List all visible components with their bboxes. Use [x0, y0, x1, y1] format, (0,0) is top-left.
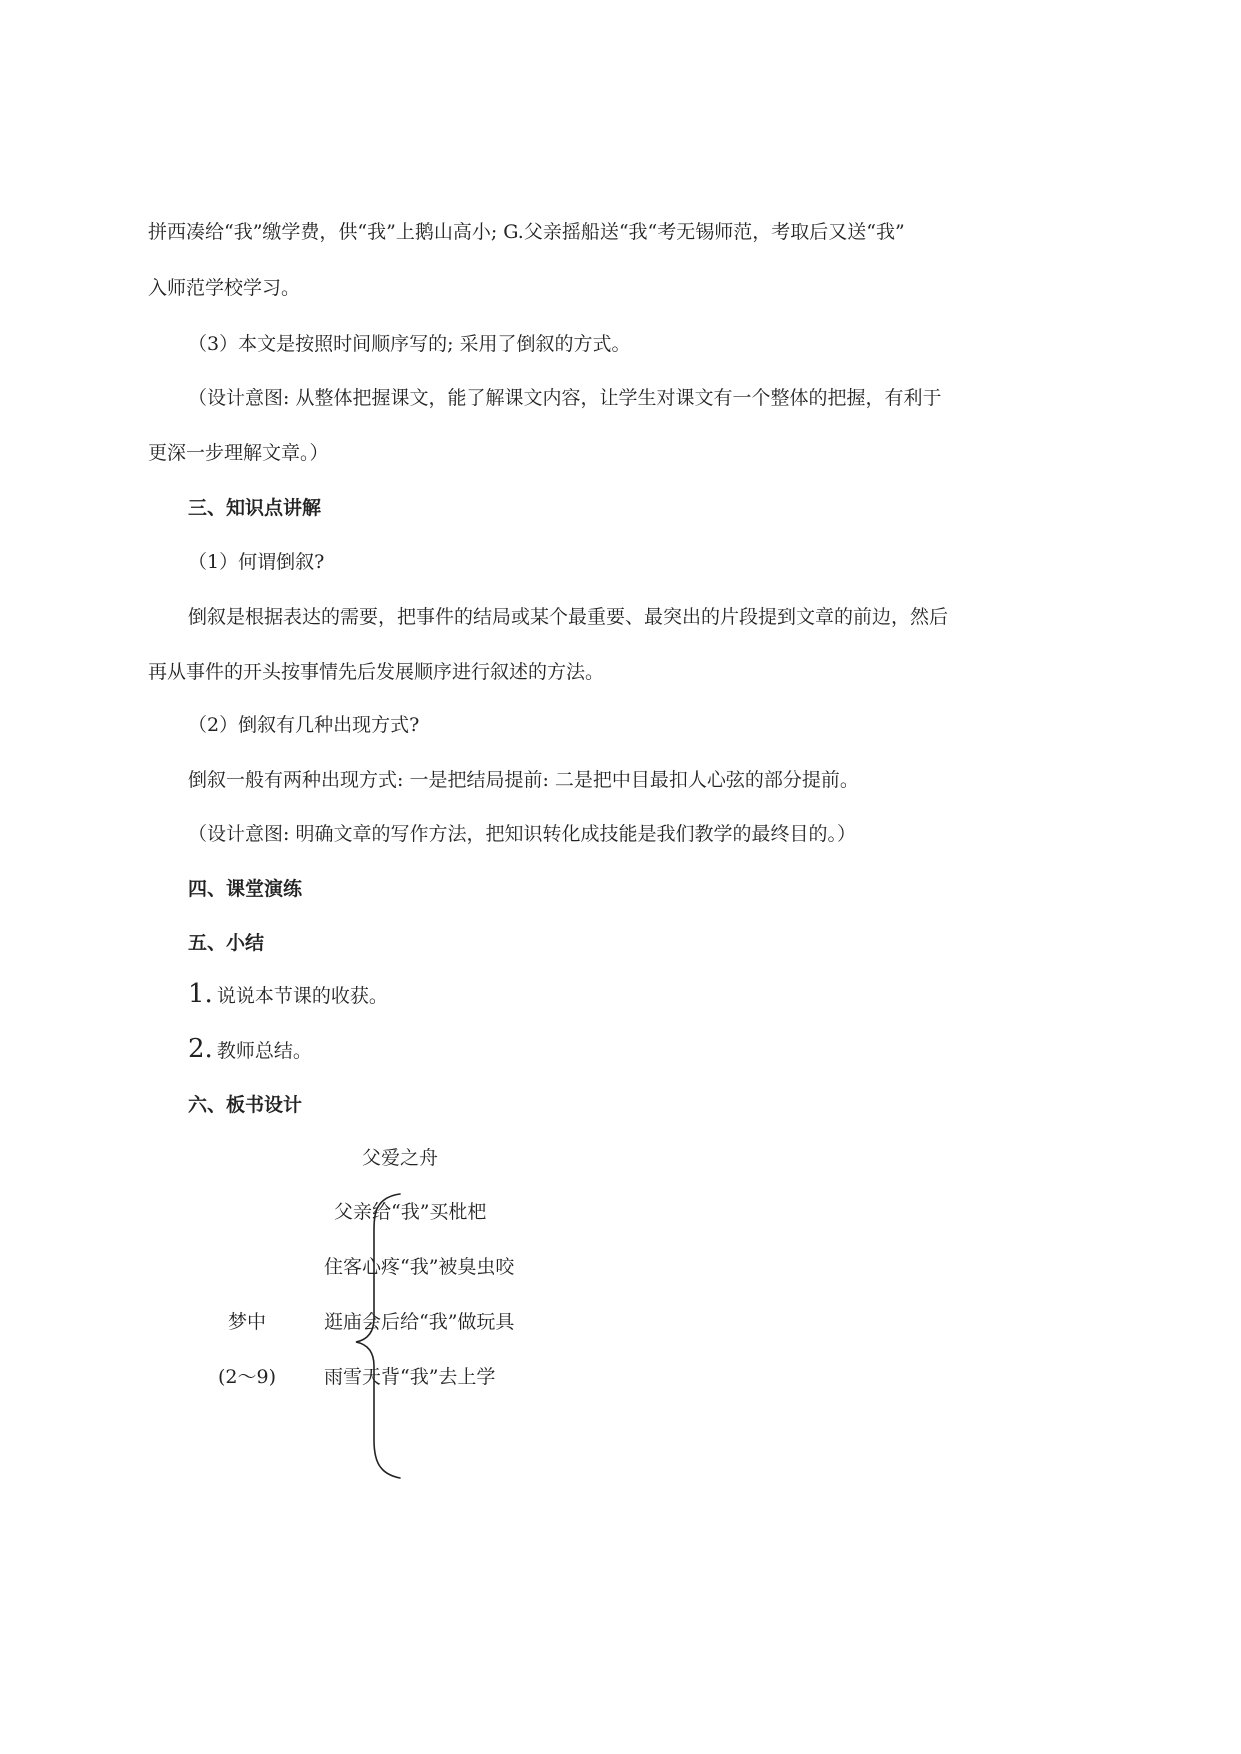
section-heading: 三、知识点讲解	[188, 497, 322, 519]
board-left-range: (2～9)	[218, 1366, 277, 1388]
section-heading: 六、板书设计	[188, 1094, 303, 1116]
summary-item-text: 说说本节课的收获。	[216, 985, 388, 1007]
summary-item-text: 教师总结。	[216, 1040, 312, 1062]
board-title: 父爱之舟	[362, 1147, 439, 1169]
design-intent-line: （设计意图: 明确文章的写作方法，把知识转化成技能是我们教学的最终目的。）	[188, 823, 856, 845]
board-left-label: 梦中	[228, 1311, 267, 1333]
summary-item-number: 2.	[188, 1034, 213, 1064]
paragraph-line: 倒叙是根据表达的需要，把事件的结局或某个最重要、最突出的片段提到文章的前边，然后	[188, 606, 949, 628]
summary-item	[188, 979, 388, 1009]
paragraph-line: 再从事件的开头按事情先后发展顺序进行叙述的方法。	[148, 661, 605, 683]
paragraph-line: 拼西凑给“我”缴学费，供“我”上鹅山高小; G.父亲摇船送“我“考无锡师范，考取后又送“我”	[148, 221, 905, 243]
question: （1）何谓倒叙?	[188, 551, 325, 573]
paragraph-line: 倒叙一般有两种出现方式: 一是把结局提前: 二是把中目最扣人心弦的部分提前。	[188, 769, 859, 791]
board-item: 父亲给“我”买枇杷	[334, 1201, 487, 1223]
paragraph-line: 入师范学校学习。	[148, 277, 301, 299]
summary-item-number: 1.	[188, 979, 213, 1009]
design-intent-line: （设计意图: 从整体把握课文，能了解课文内容，让学生对课文有一个整体的把握，有利于	[188, 387, 942, 409]
board-item: 雨雪天背“我”去上学	[324, 1366, 496, 1388]
board-item: 逛庙会后给“我”做玩具	[324, 1311, 515, 1333]
question: （2）倒叙有几种出现方式?	[188, 714, 420, 736]
paragraph-line: （3）本文是按照时间顺序写的; 采用了倒叙的方式。	[188, 333, 631, 355]
section-heading: 五、小结	[188, 932, 265, 954]
design-intent-line: 更深一步理解文章。）	[148, 442, 329, 464]
summary-item	[188, 1034, 312, 1064]
section-heading: 四、课堂演练	[188, 878, 303, 900]
board-item: 住客心疼“我”被臭虫咬	[324, 1256, 515, 1278]
